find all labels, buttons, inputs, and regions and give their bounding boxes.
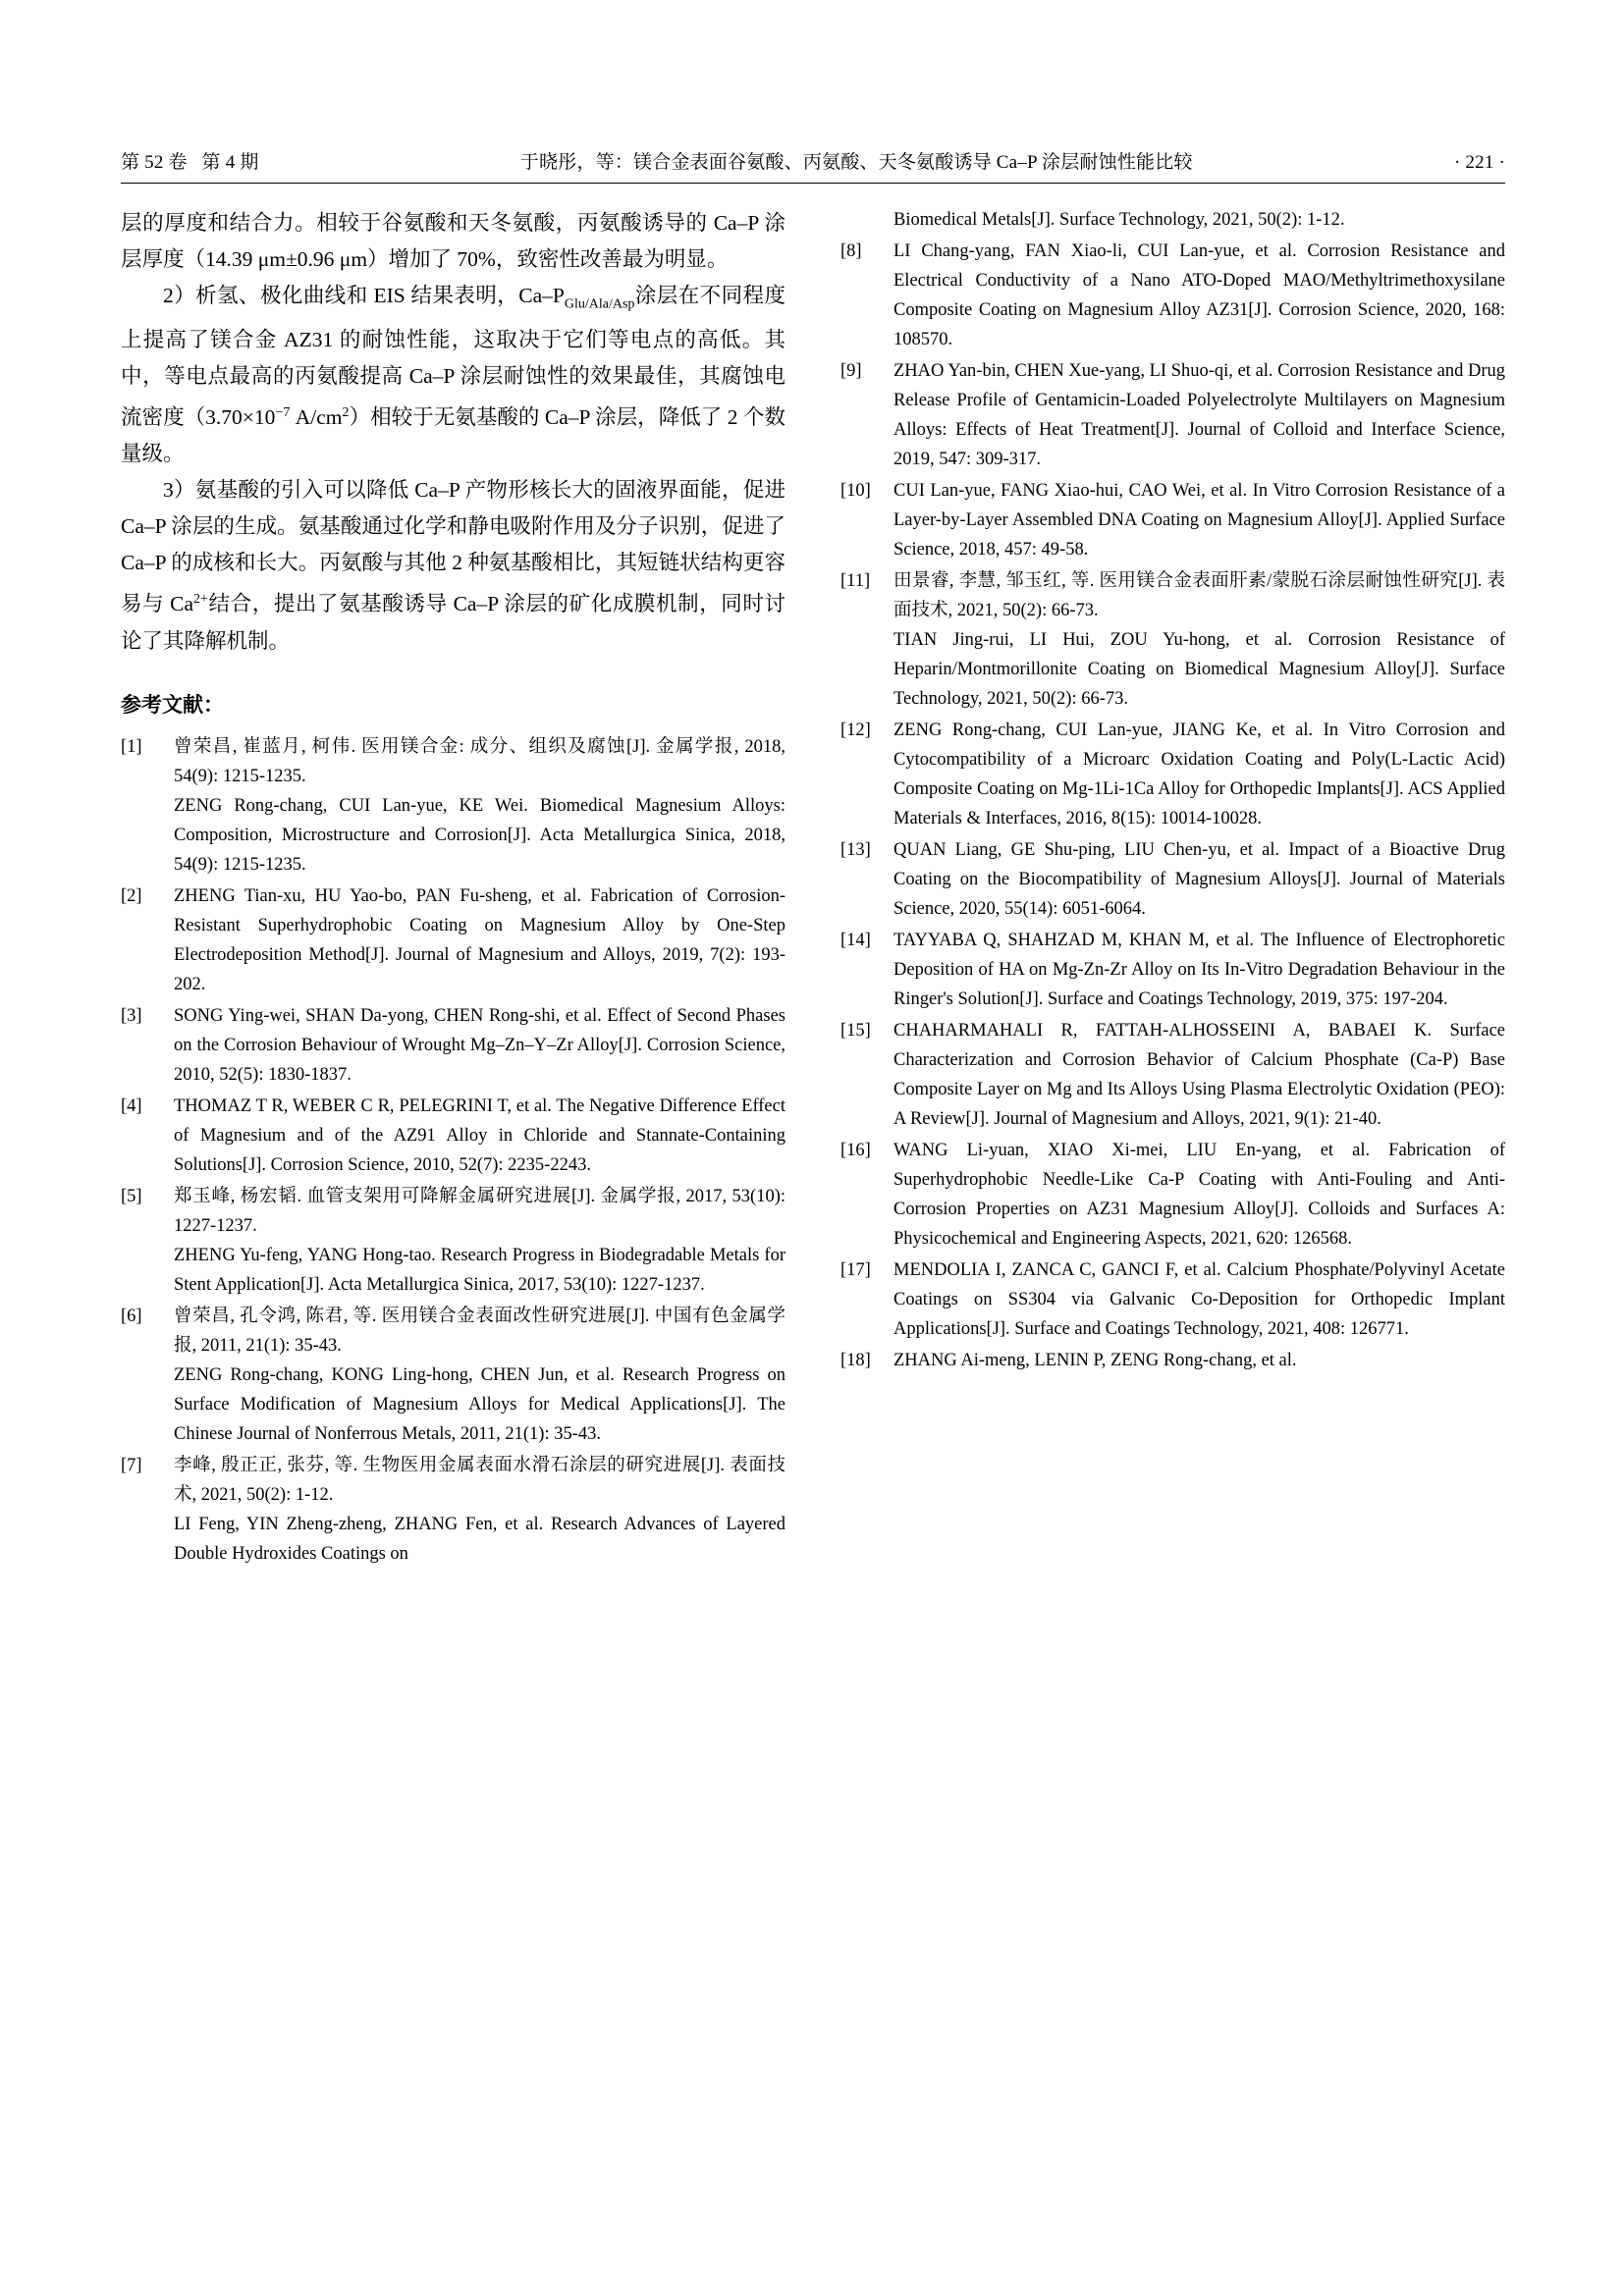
reference-number: [14]: [840, 931, 871, 950]
reference-line-en: ZHENG Yu-feng, YANG Hong-tao. Research Progress in Biodegradable Metals for Stent Application[J]. Acta Metallurgica Sinica, 2017, 53(10): 1227-1237.: [174, 1245, 785, 1295]
reference-number: [8]: [840, 241, 862, 261]
reference-number: [16]: [840, 1141, 871, 1160]
header-rule: [121, 183, 1505, 184]
reference-line-en: ZHANG Ai-meng, LENIN P, ZENG Rong-chang, et al.: [893, 1351, 1297, 1370]
left-column: [121, 205, 785, 1571]
volume-issue: 第 52 卷 第 4 期: [121, 152, 259, 173]
reference-number: [1]: [121, 736, 142, 757]
para2-exponent: −7: [275, 405, 291, 421]
reference-text: [893, 835, 1505, 924]
reference-line-en: ZHAO Yan-bin, CHEN Xue-yang, LI Shuo-qi, et al. Corrosion Resistance and Drug Release Profile of Gentamicin-Loaded Polyelectrolyte Multilayers on Magnesium Alloys: Effects of Heat Treatment[J]. Journal of Colloid and Interface Science, 2019, 547: 309-317.: [893, 361, 1505, 469]
reference-list-right: [840, 205, 1505, 1375]
reference-line-cn: 田景睿, 李慧, 邹玉红, 等. 医用镁合金表面肝素/蒙脱石涂层耐蚀性研究[J]. 表面技术, 2021, 50(2): 66-73.: [893, 571, 1505, 620]
reference-line-en: TAYYABA Q, SHAHZAD M, KHAN M, et al. The Influence of Electrophoretic Deposition of HA on Mg-Zn-Zr Alloy on Its In-Vitro Degradation Behaviour in the Ringer's Solution[J]. Surface and Coatings Technology, 2019, 375: 197-204.: [893, 931, 1505, 1009]
reference-line-en: Biomedical Metals[J]. Surface Technology, 2021, 50(2): 1-12.: [893, 210, 1345, 230]
reference-text: [893, 356, 1505, 474]
reference-item: [840, 476, 1505, 564]
reference-number: [17]: [840, 1260, 871, 1280]
reference-line-en: THOMAZ T R, WEBER C R, PELEGRINI T, et al. The Negative Difference Effect of Magnesium and of the AZ91 Alloy in Chloride and Stannate-Containing Solutions[J]. Corrosion Science, 2010, 52(7): 2235-2243.: [174, 1095, 785, 1175]
reference-text: [893, 566, 1505, 714]
reference-item-continuation: [840, 205, 1505, 235]
right-column: [840, 205, 1505, 1571]
reference-line-en: CUI Lan-yue, FANG Xiao-hui, CAO Wei, et al. In Vitro Corrosion Resistance of a Layer-by-Layer Assembled DNA Coating on Magnesium Alloy[J]. Applied Surface Science, 2018, 457: 49-58.: [893, 481, 1505, 560]
references-heading: 参考文献：: [121, 693, 224, 717]
para2-rest: 涂层在不同程度上提高了镁合金 AZ31 的耐蚀性能，这取决于它们等电点的高低。其中，等电点最高的丙氨酸提高 Ca–P 涂层耐蚀性的效果最佳，其腐蚀电流密度（3.70×10: [121, 284, 785, 430]
reference-line-en: CHAHARMAHALI R, FATTAH-ALHOSSEINI A, BABAEI K. Surface Characterization and Corrosion Behavior of Calcium Phosphate (Ca-P) Base Composite Layer on Mg and Its Alloys Using Plasma Electrolytic Oxidation (PEO): A Review[J]. Journal of Magnesium and Alloys, 2021, 9(1): 21-40.: [893, 1021, 1505, 1129]
para2-subscript: Glu/Ala/Asp: [564, 296, 635, 312]
reference-text: [174, 1451, 785, 1569]
para3-superscript: 2+: [193, 592, 208, 608]
reference-number: [7]: [121, 1455, 142, 1475]
para3-lead: 3）氨基酸的引入可以降低 Ca–P 产物形核长大的固液界面能，促进 Ca–P 涂层的生成。氨基酸通过化学和静电吸附作用及分子识别，促进了 Ca–P 的成核和长大。丙氨酸与其他 2 种氨基酸相比，其短链状结构更容易与 Ca: [121, 478, 785, 616]
reference-item: [840, 1346, 1505, 1375]
page-content: [121, 147, 1505, 1571]
para3-rest: 结合，提出了氨基酸诱导 Ca–P 涂层的矿化成膜机制，同时讨论了其降解机制。: [121, 592, 785, 653]
two-column-body: [121, 205, 1505, 1571]
paragraph-conclusion-3: [121, 472, 785, 659]
running-header: [121, 147, 1505, 183]
reference-text: [893, 205, 1505, 235]
reference-text: [893, 1016, 1505, 1134]
reference-item: [121, 881, 785, 999]
reference-item: [840, 1016, 1505, 1134]
reference-list-left: [121, 732, 785, 1569]
reference-number: [3]: [121, 1005, 142, 1026]
reference-line-en: SONG Ying-wei, SHAN Da-yong, CHEN Rong-shi, et al. Effect of Second Phases on the Corrosion Behaviour of Wrought Mg–Zn–Y–Zr Alloy[J]. Corrosion Science, 2010, 52(5): 1830-1837.: [174, 1005, 785, 1085]
reference-item: [121, 1182, 785, 1300]
reference-number: [18]: [840, 1351, 871, 1370]
reference-text: [174, 881, 785, 999]
reference-line-en: ZENG Rong-chang, KONG Ling-hong, CHEN Jun, et al. Research Progress on Surface Modification of Magnesium Alloys for Medical Applications[J]. The Chinese Journal of Nonferrous Metals, 2011, 21(1): 35-43.: [174, 1364, 785, 1444]
reference-text: [893, 1255, 1505, 1344]
reference-number: [4]: [121, 1095, 142, 1116]
reference-text: [893, 926, 1505, 1014]
reference-item: [840, 237, 1505, 354]
reference-text: [174, 1182, 785, 1300]
reference-number: [840, 205, 893, 235]
reference-line-en: ZENG Rong-chang, CUI Lan-yue, KE Wei. Biomedical Magnesium Alloys: Composition, Microstructure and Corrosion[J]. Acta Metallurgica Sinica, 2018, 54(9): 1215-1235.: [174, 795, 785, 875]
reference-item: [840, 926, 1505, 1014]
reference-number: [6]: [121, 1306, 142, 1326]
reference-number: [11]: [840, 571, 871, 591]
reference-line-en: TIAN Jing-rui, LI Hui, ZOU Yu-hong, et al. Corrosion Resistance of Heparin/Montmorillonite Coating on Biomedical Magnesium Alloy[J]. Surface Technology, 2021, 50(2): 66-73.: [893, 630, 1505, 709]
reference-line-en: WANG Li-yuan, XIAO Xi-mei, LIU En-yang, et al. Fabrication of Superhydrophobic Needle-Like Ca-P Coating with Anti-Fouling and Anti-Corrosion Properties on AZ31 Magnesium Alloy[J]. Colloids and Surfaces A: Physicochemical and Engineering Aspects, 2021, 620: 126568.: [893, 1141, 1505, 1249]
reference-line-en: QUAN Liang, GE Shu-ping, LIU Chen-yu, et al. Impact of a Bioactive Drug Coating on the Biocompatibility of Magnesium Alloys[J]. Journal of Materials Science, 2020, 55(14): 6051-6064.: [893, 840, 1505, 919]
page-number: · 221 ·: [1453, 152, 1505, 173]
reference-number: [13]: [840, 840, 871, 860]
para2-rest3: ）相较于无氨基酸的 Ca–P 涂层，降低了 2 个数量级。: [121, 405, 785, 466]
reference-number: [2]: [121, 885, 142, 906]
reference-item: [840, 835, 1505, 924]
reference-line-cn: 曾荣昌, 孔令鸿, 陈君, 等. 医用镁合金表面改性研究进展[J]. 中国有色金属学报, 2011, 21(1): 35-43.: [174, 1306, 785, 1356]
paragraph-conclusion-2: [121, 278, 785, 472]
reference-line-en: LI Feng, YIN Zheng-zheng, ZHANG Fen, et al. Research Advances of Layered Double Hydroxides Coatings on: [174, 1514, 785, 1564]
running-title: 于晓彤，等：镁合金表面谷氨酸、丙氨酸、天冬氨酸诱导 Ca–P 涂层耐蚀性能比较: [519, 152, 1193, 173]
reference-item: [121, 732, 785, 880]
reference-text: [174, 1001, 785, 1090]
reference-number: [5]: [121, 1186, 142, 1206]
para2-lead: 2）析氢、极化曲线和 EIS 结果表明，Ca–P: [163, 284, 565, 307]
reference-item: [840, 1255, 1505, 1344]
reference-text: [893, 476, 1505, 564]
reference-text: [174, 1302, 785, 1449]
reference-line-en: MENDOLIA I, ZANCA C, GANCI F, et al. Calcium Phosphate/Polyvinyl Acetate Coatings on SS304 via Galvanic Co-Deposition for Orthopedic Implant Applications[J]. Surface and Coatings Technology, 2021, 408: 126771.: [893, 1260, 1505, 1339]
para2-exponent2: 2: [342, 405, 350, 421]
reference-number: [15]: [840, 1021, 871, 1041]
paragraph-conclusion-1: 层的厚度和结合力。相较于谷氨酸和天冬氨酸，丙氨酸诱导的 Ca–P 涂层厚度（14.39 μm±0.96 μm）增加了 70%，致密性改善最为明显。: [121, 211, 785, 271]
reference-text: [893, 1346, 1505, 1375]
reference-line-cn: 郑玉峰, 杨宏韬. 血管支架用可降解金属研究进展[J]. 金属学报, 2017, 53(10): 1227-1237.: [174, 1186, 785, 1236]
reference-line-cn: 曾荣昌, 崔蓝月, 柯伟. 医用镁合金: 成分、组织及腐蚀[J]. 金属学报, 2018, 54(9): 1215-1235.: [174, 736, 785, 786]
reference-item: [840, 566, 1505, 714]
reference-text: [893, 716, 1505, 833]
reference-item: [840, 716, 1505, 833]
reference-item: [121, 1001, 785, 1090]
reference-item: [840, 356, 1505, 474]
reference-line-cn: 李峰, 殷正正, 张芬, 等. 生物医用金属表面水滑石涂层的研究进展[J]. 表面技术, 2021, 50(2): 1-12.: [174, 1455, 785, 1505]
reference-number: [10]: [840, 481, 871, 501]
reference-line-en: ZENG Rong-chang, CUI Lan-yue, JIANG Ke, et al. In Vitro Corrosion and Cytocompatibility of a Microarc Oxidation Coating and Poly(L-Lactic Acid) Composite Coating on Mg-1Li-1Ca Alloy for Orthopedic Implants[J]. ACS Applied Materials & Interfaces, 2016, 8(15): 10014-10028.: [893, 721, 1505, 828]
reference-text: [893, 237, 1505, 354]
reference-line-en: LI Chang-yang, FAN Xiao-li, CUI Lan-yue, et al. Corrosion Resistance and Electrical Conductivity of a Nano ATO-Doped MAO/Methyltrimethoxysilane Composite Coating on Magnesium Alloy AZ31[J]. Corrosion Science, 2020, 168: 108570.: [893, 241, 1505, 349]
para2-rest2: A/cm: [290, 405, 343, 430]
reference-line-en: ZHENG Tian-xu, HU Yao-bo, PAN Fu-sheng, et al. Fabrication of Corrosion-Resistant Superhydrophobic Coating on Magnesium Alloy by One-Step Electrodeposition Method[J]. Journal of Magnesium and Alloys, 2019, 7(2): 193-202.: [174, 885, 785, 994]
reference-number: [12]: [840, 721, 871, 740]
reference-item: [121, 1451, 785, 1569]
reference-item: [121, 1302, 785, 1449]
reference-text: [174, 1092, 785, 1180]
reference-item: [840, 1136, 1505, 1254]
reference-item: [121, 1092, 785, 1180]
reference-text: [893, 1136, 1505, 1254]
reference-text: [174, 732, 785, 880]
reference-number: [9]: [840, 361, 862, 381]
